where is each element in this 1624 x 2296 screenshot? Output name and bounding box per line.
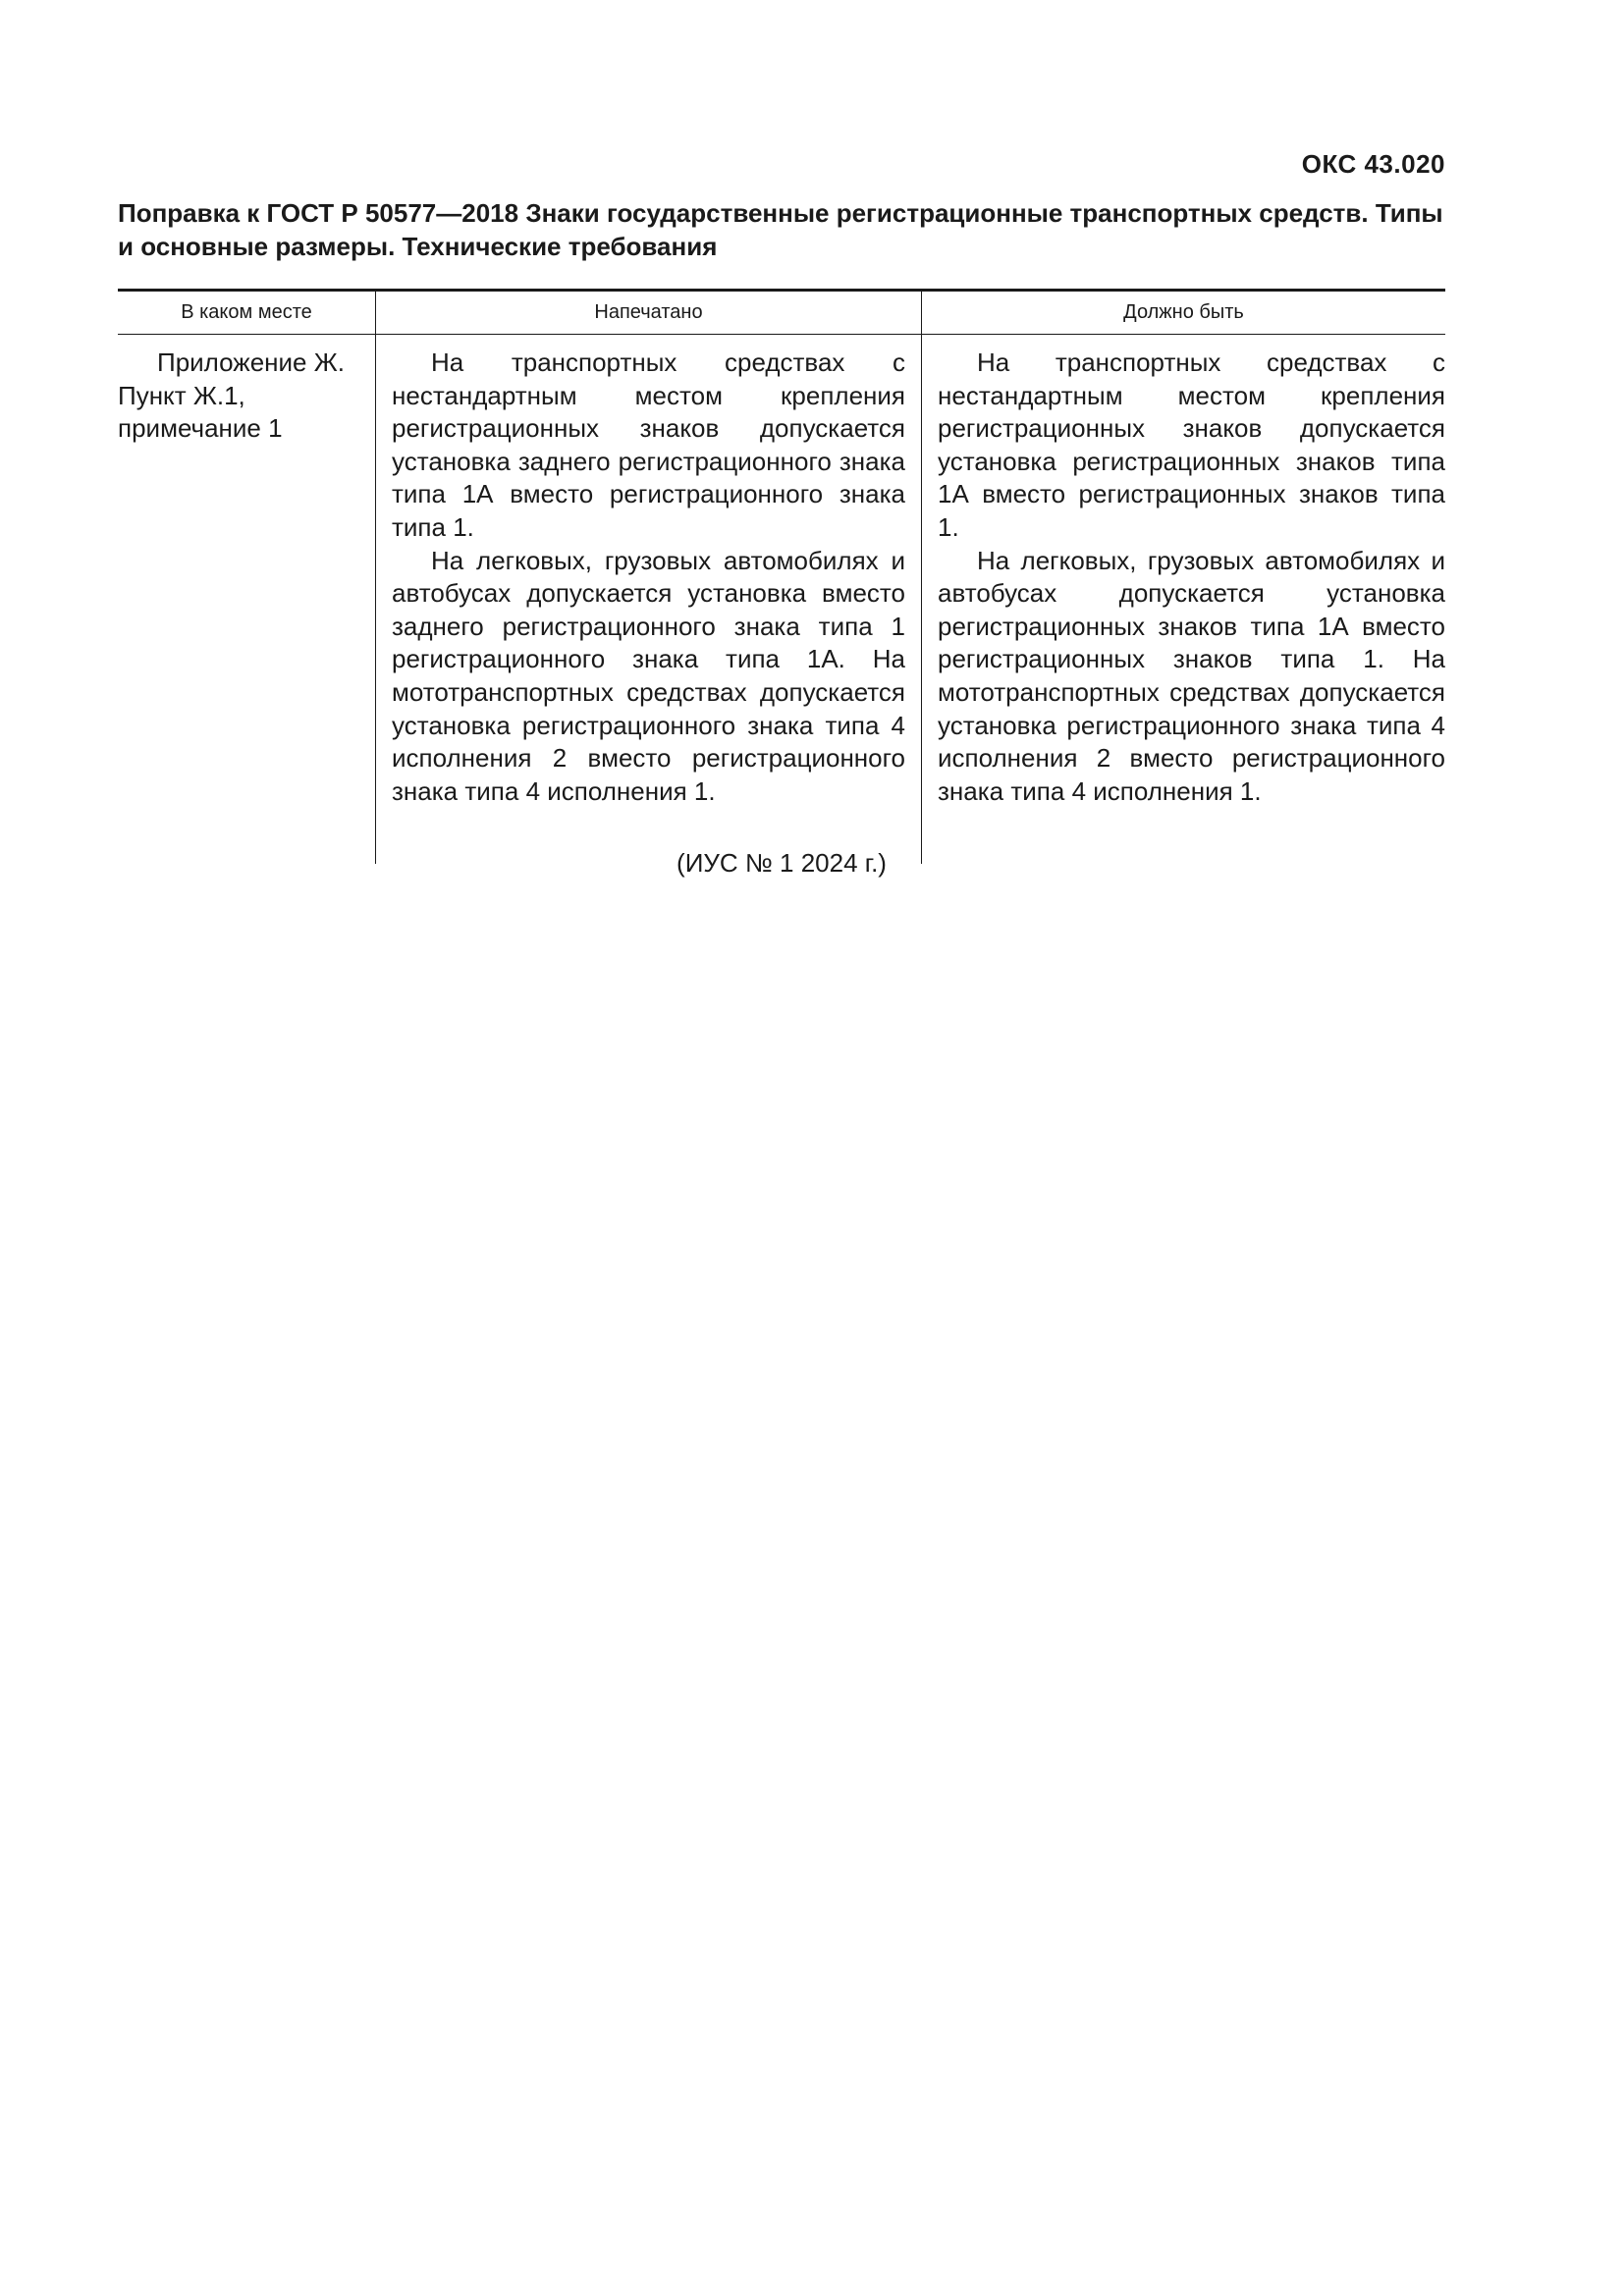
oks-code: ОКС 43.020	[1301, 149, 1445, 179]
cell-printed	[375, 335, 921, 864]
correction-table	[118, 289, 1445, 864]
column-header-location: В каком месте	[118, 292, 375, 335]
column-header-printed: Напечатано	[375, 292, 921, 335]
printed-paragraph-1: На транспортных средствах с нестандартным местом крепления регистрационных знаков допускается установка заднего регистрационного знака типа 1А вместо регистрационного знака типа 1.	[392, 347, 905, 542]
cell-location	[118, 335, 375, 864]
document-title: Поправка к ГОСТ Р 50577—2018 Знаки государственные регистрационные транспортных средств. Типы и основные размеры. Технические требования	[118, 198, 1443, 261]
should-be-paragraph-1: На транспортных средствах с нестандартным местом крепления регистрационных знаков допускается установка регистрационных знаков типа 1А вместо регистрационных знаков типа 1.	[938, 347, 1445, 542]
should-be-paragraph-2: На легковых, грузовых автомобилях и автобусах допускается установка регистрационных знаков типа 1А вместо регистрационных знаков типа 1. На мототранспортных средствах допускается установка регистрационного знака типа 4 исполнения 2 вместо регистрационного знака типа 4 исполнения 1.	[938, 545, 1445, 806]
printed-paragraph-2: На легковых, грузовых автомобилях и автобусах допускается установка вместо заднего регистрационного знака типа 1 регистрационного знака типа 1А. На мототранспортных средствах допускается установка регистрационного знака типа 4 исполнения 2 вместо регистрационного знака типа 4 исполнения 1.	[392, 545, 905, 806]
column-header-should-be: Должно быть	[921, 292, 1445, 335]
cell-should-be	[921, 335, 1445, 864]
source-reference: (ИУС № 1 2024 г.)	[677, 848, 887, 878]
table-header-row	[118, 292, 1445, 335]
location-text: Приложение Ж. Пункт Ж.1, примечание 1	[118, 347, 345, 444]
table-row	[118, 335, 1445, 864]
